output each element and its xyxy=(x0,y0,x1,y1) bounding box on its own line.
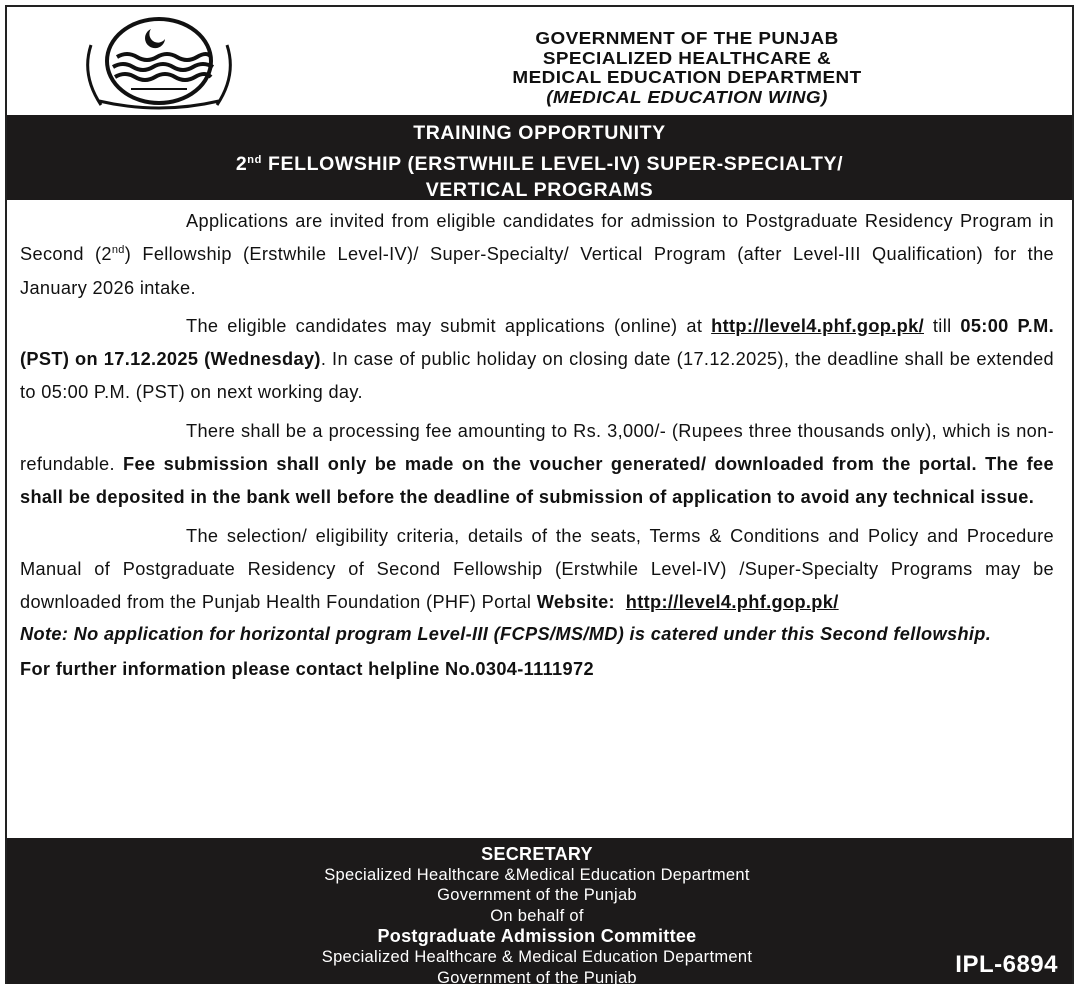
text: There shall be a processing fee amounting to Rs. 3,000/- (Rupees three thousands only), which is non-refundable. xyxy=(20,420,1054,475)
deadline: 05:00 P.M. (PST) on 17.12.2025 (Wednesday) xyxy=(20,315,1054,370)
footer-line: Specialized Healthcare & Medical Education Department xyxy=(321,947,753,966)
punjab-emblem-icon xyxy=(69,15,249,110)
text: The selection/ eligibility criteria, details of the seats, Terms & Conditions and Policy and Procedure Manual of Postgraduate Residency of Second Fellowship (Erstwhile Level-IV) /Super-Specialty Programs may be downloaded from the Punjab Health Foundation (PHF) Portal xyxy=(20,525,1054,613)
signature-block xyxy=(7,838,1072,987)
text: 2 xyxy=(235,152,248,175)
footer-line: On behalf of xyxy=(490,906,584,925)
note xyxy=(20,623,1054,645)
signatory-title: SECRETARY xyxy=(481,844,593,864)
note-text: Note: No application for horizontal program Level-III (FCPS/MS/MD) is catered under this Second fellowship. xyxy=(20,623,992,644)
reference-number: IPL-6894 xyxy=(955,951,1058,978)
text: The eligible candidates may submit applications (online) at xyxy=(186,315,712,336)
text: Applications are invited from eligible candidates for admission to Postgraduate Residency Program in Second (2 xyxy=(20,211,1054,265)
notice-body xyxy=(20,200,1054,680)
committee-name: Postgraduate Admission Committee xyxy=(377,926,697,947)
helpline-info: For further information please contact helpline No.0304-1111972 xyxy=(20,658,594,679)
text: FELLOWSHIP (ERSTWHILE LEVEL-IV) SUPER-SPECIALTY/ xyxy=(261,152,844,175)
fee-instructions: Fee submission shall only be made on the voucher generated/ downloaded from the portal. The fee shall be deposited in the bank well before the deadline of submission of application to avoid any technical issue. xyxy=(20,454,1054,508)
advertisement xyxy=(5,5,1074,987)
paragraph-applications xyxy=(20,205,1054,305)
paragraph-fee xyxy=(20,415,1054,515)
footer-line: Specialized Healthcare &Medical Education Department xyxy=(324,865,750,884)
title-banner xyxy=(7,115,1072,200)
wing-line: (MEDICAL EDUCATION WING) xyxy=(546,86,828,107)
paragraph-submission xyxy=(20,310,1054,410)
department-heading xyxy=(363,29,1011,107)
banner-title: TRAINING OPPORTUNITY xyxy=(413,122,666,144)
banner-subtitle xyxy=(7,147,1072,178)
heading-line: MEDICAL EDUCATION DEPARTMENT xyxy=(512,67,862,87)
portal-link-2[interactable]: http://level4.phf.gop.pk/ xyxy=(625,592,839,613)
paragraph-criteria xyxy=(20,520,1054,620)
superscript: nd xyxy=(111,244,125,257)
portal-link[interactable]: http://level4.phf.gop.pk/ xyxy=(711,315,924,336)
website-label: Website: xyxy=(536,592,615,613)
superscript: nd xyxy=(247,153,262,166)
header xyxy=(7,7,1072,115)
footer-line: Government of the Punjab xyxy=(437,968,637,987)
text: till xyxy=(924,315,961,336)
heading-line: GOVERNMENT OF THE PUNJAB xyxy=(535,28,839,48)
text: ) Fellowship (Erstwhile Level-IV)/ Super-Specialty/ Vertical Program (after Level-III Qualification) for the January 2026 intake. xyxy=(20,244,1055,298)
banner-subtitle-2: VERTICAL PROGRAMS xyxy=(425,179,654,201)
footer-line: Government of the Punjab xyxy=(437,886,637,905)
text: . In case of public holiday on closing date (17.12.2025), the deadline shall be extended to 05:00 P.M. (PST) on next working day. xyxy=(20,349,1054,403)
heading-line: SPECIALIZED HEALTHCARE & xyxy=(542,47,832,68)
